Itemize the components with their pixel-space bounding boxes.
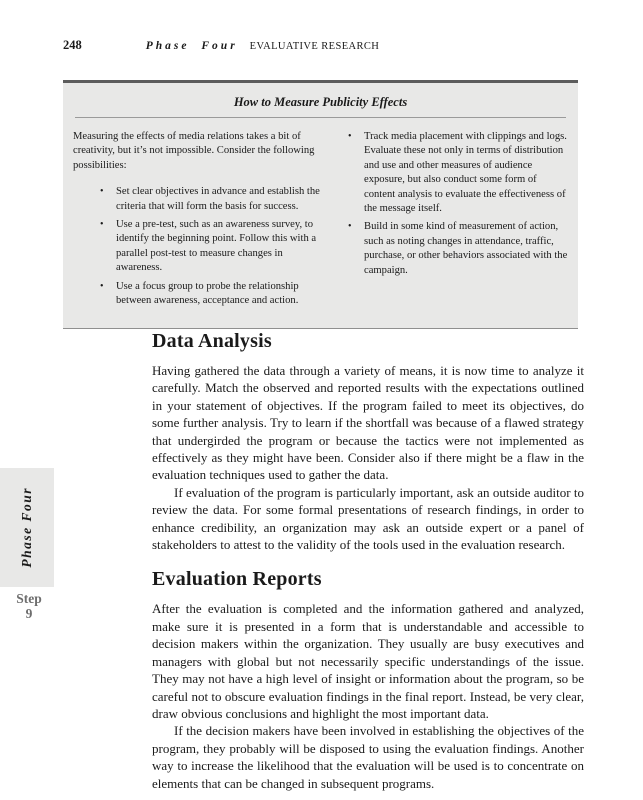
callout-left-bullet-list: [99, 185, 325, 308]
section-heading: Data Analysis: [152, 330, 272, 352]
bullet-item: • Use a pre-test, such as an awareness survey, to identify the beginning point. Follow this with a parallel post-test to measure changes in awareness.: [99, 218, 325, 276]
callout-title-rule: [75, 117, 566, 118]
page-number: 248: [63, 38, 82, 52]
running-head-phase: Phase Four: [145, 40, 238, 52]
callout-intro: Measuring the effects of media relations takes a bit of creativity, but it’s not impossible. Consider the following possibilities:: [73, 131, 315, 171]
bullet-item: • Build in some kind of measurement of action, such as noting changes in attendance, traffic, purchase, or other behaviors associated with the campaign.: [347, 220, 568, 278]
callout-title: How to Measure Publicity Effects: [233, 95, 408, 109]
step-marker: [0, 592, 58, 621]
phase-tab: [0, 468, 54, 587]
bullet-item: • Set clear objectives in advance and establish the criteria that will form the basis for success.: [99, 185, 325, 214]
paragraph: After the evaluation is completed and the information gathered and analyzed, make sure it is presented in a form that is understandable and accessible to decision makers within the organization. They usually are busy executives and managers with global but not necessarily specific understandings of the issue. They may not have a high level of insight or information about the program, so be careful not to obscure evaluation findings in the final report. Instead, be very clear, draw obvious conclusions and highlight the most important data.: [152, 601, 584, 721]
callout-columns: [73, 130, 568, 312]
callout-right-column: [339, 130, 568, 312]
callout-left-column: [73, 130, 325, 312]
step-label: Step: [16, 591, 42, 606]
running-head: [63, 38, 585, 53]
paragraph: Having gathered the data through a variety of means, it is now time to analyze it carefully. Match the observed and reported results with the expectations outlined in your statement of objectives. If the program failed to meet its objectives, do some further analysis. Try to learn if the shortfall was because of a flawed strategy that undergirded the program or because the tactics were not implemented as effectively as they might have been. Consider also if there might be a flaw in the evaluation techniques used to gather the data.: [152, 363, 584, 483]
phase-tab-label: Phase Four: [19, 487, 34, 568]
section-data-analysis: [152, 330, 584, 553]
paragraph: If evaluation of the program is particularly important, ask an outside auditor to review the data. For some formal presentations of research findings, in order to enhance credibility, an organization may ask an outside expert or a panel of stakeholders to attest to the validity of the tools used in the evaluation research.: [152, 484, 584, 553]
callout-box: [63, 80, 578, 329]
paragraph: If the decision makers have been involved in establishing the objectives of the program, they probably will be disposed to using the evaluation findings. Another way to increase the likelihood that the evaluation will be used is to concentrate on elements that can be changed in subsequent programs.: [152, 723, 584, 791]
section-evaluation-reports: [152, 568, 584, 791]
main-text-column: [152, 330, 584, 792]
running-head-section: EVALUATIVE RESEARCH: [249, 41, 380, 52]
bullet-item: • Track media placement with clippings and logs. Evaluate these not only in terms of distribution and use and other measures of audience exposure, but also conduct some form of content analysis to evaluate the effectiveness of the message itself.: [347, 130, 568, 216]
callout-right-bullet-list: [347, 130, 568, 278]
step-number: 9: [25, 605, 33, 621]
section-heading: Evaluation Reports: [152, 568, 322, 591]
bullet-item: • Use a focus group to probe the relationship between awareness, acceptance and action.: [99, 280, 325, 309]
